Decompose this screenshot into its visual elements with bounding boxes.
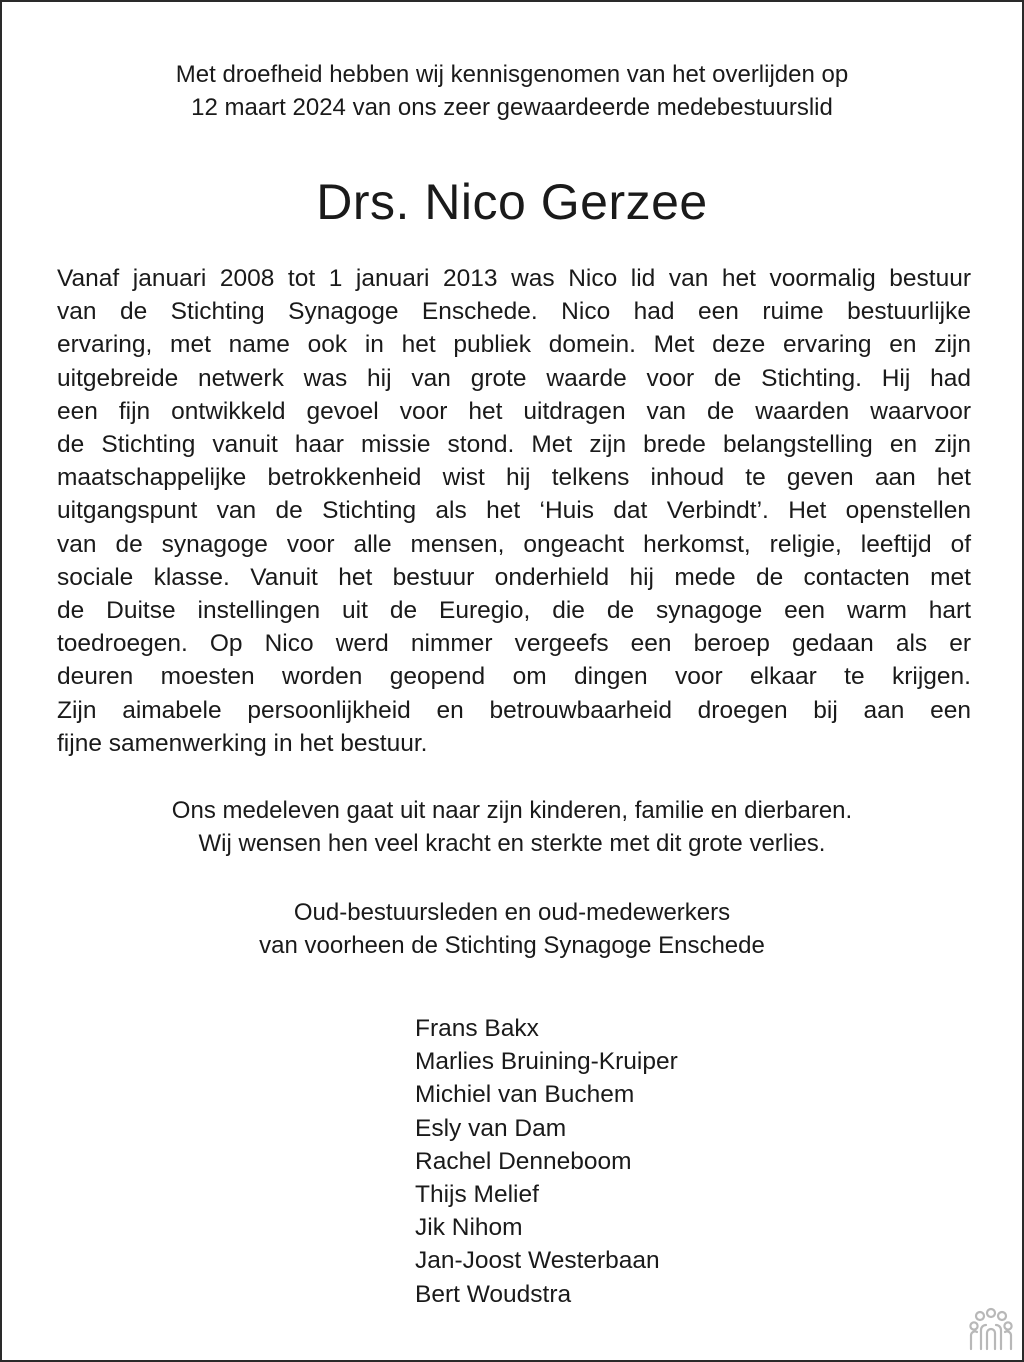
- condolence-line: Wij wensen hen veel kracht en sterkte met dit grote verlies.: [198, 830, 826, 857]
- signature-group: [42, 896, 982, 962]
- body-line: Zijn aimabele persoonlijkheid en betrouwbaarheid droegen bij aan een: [57, 696, 971, 724]
- intro-text: [42, 58, 982, 124]
- body-line: toedroegen. Op Nico werd nimmer vergeefs een beroep gedaan als er: [57, 630, 971, 658]
- body-line: maatschappelijke betrokkenheid wist hij telkens inhoud te geven aan het: [57, 464, 971, 492]
- signature-line: Oud-bestuursleden en oud-medewerkers: [293, 899, 731, 926]
- body-line: van de Stichting Synagoge Enschede. Nico had een ruime bestuurlijke: [57, 298, 971, 326]
- deceased-name: Drs. Nico Gerzee: [316, 174, 708, 230]
- people-group-icon: [968, 1307, 1014, 1353]
- signatory-list: [415, 1012, 678, 1311]
- signatory-name: Rachel Denneboom: [415, 1147, 632, 1175]
- signatory-name: Frans Bakx: [415, 1015, 539, 1042]
- body-line: uitgangspunt van de Stichting als het ‘Huis dat Verbindt’. Het openstellen: [57, 497, 971, 525]
- condolence-text: [42, 794, 982, 860]
- body-line: sociale klasse. Vanuit het bestuur onderhield hij mede de contacten met: [57, 563, 971, 591]
- body-line: de Stichting vanuit haar missie stond. Met zijn brede belangstelling en zijn: [57, 431, 971, 459]
- body-paragraph: [57, 262, 971, 760]
- signatory-name: Esly van Dam: [415, 1114, 567, 1142]
- signatory-name: Jan-Joost Westerbaan: [415, 1247, 660, 1275]
- signatory-name: Jik Nihom: [415, 1214, 523, 1242]
- signatory-name: Michiel van Buchem: [415, 1081, 635, 1109]
- intro-line: Met droefheid hebben wij kennisgenomen van het overlijden op: [175, 61, 849, 88]
- body-line: van de synagoge voor alle mensen, ongeacht herkomst, religie, leeftijd of: [57, 530, 971, 558]
- intro-line: 12 maart 2024 van ons zeer gewaardeerde medebestuurslid: [191, 94, 833, 121]
- signatory-name: Marlies Bruining-Kruiper: [415, 1048, 678, 1076]
- signatory-name: Thijs Melief: [415, 1181, 539, 1209]
- signature-line: van voorheen de Stichting Synagoge Enschede: [259, 932, 765, 959]
- body-line: fijne samenwerking in het bestuur.: [57, 729, 428, 757]
- condolence-line: Ons medeleven gaat uit naar zijn kinderen, familie en dierbaren.: [171, 797, 853, 824]
- body-line: de Duitse instellingen uit de Euregio, die de synagoge een warm hart: [57, 597, 971, 625]
- body-line: een fijn ontwikkeld gevoel voor het uitdragen van de waarden waarvoor: [57, 397, 971, 425]
- body-line: ervaring, met name ook in het publiek domein. Met deze ervaring en zijn: [57, 331, 971, 359]
- body-line: deuren moesten worden geopend om dingen voor elkaar te krijgen.: [57, 663, 971, 691]
- signatory-name: Bert Woudstra: [415, 1280, 572, 1308]
- body-line: Vanaf januari 2008 tot 1 januari 2013 was Nico lid van het voormalig bestuur: [57, 265, 971, 292]
- body-line: uitgebreide netwerk was hij van grote waarde voor de Stichting. Hij had: [57, 364, 971, 392]
